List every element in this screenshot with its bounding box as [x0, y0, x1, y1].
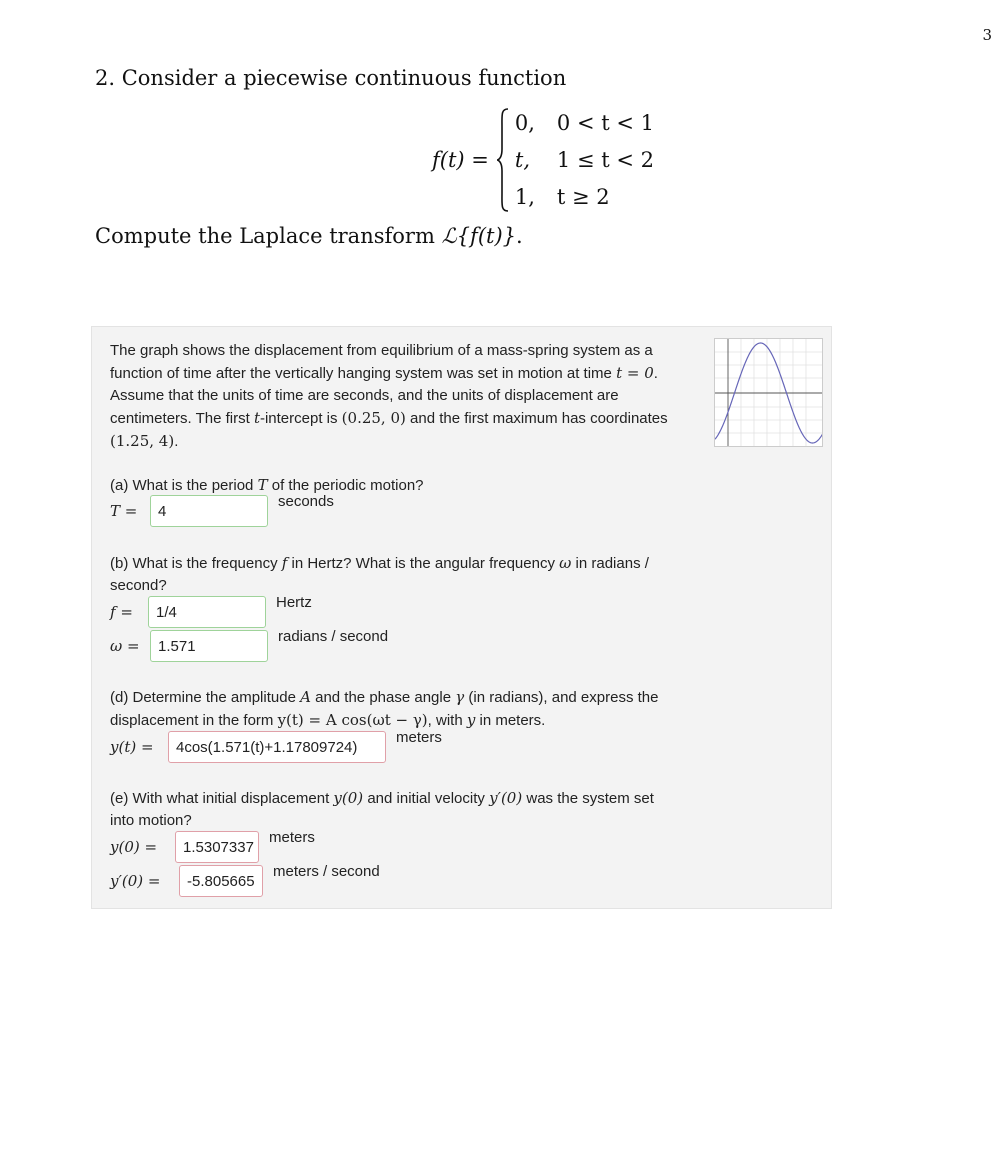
frequency-unit: Hertz [276, 594, 312, 611]
case-value: 1, [514, 185, 535, 209]
period-row [110, 495, 334, 527]
frequency-label: f = [110, 603, 133, 621]
angular-frequency-input[interactable]: 1.571 [150, 630, 268, 662]
part-b-question: (b) What is the frequency f in Hertz? What is the angular frequency ω in radians / second? [110, 554, 649, 594]
cases-table [515, 105, 654, 216]
angular-frequency-row [110, 630, 388, 662]
question-math: ℒ{f(t)} [441, 224, 517, 248]
laplace-question [95, 224, 523, 248]
page-number: 3 [982, 26, 992, 44]
angular-frequency-label: ω = [110, 637, 140, 655]
initial-velocity-row [110, 865, 380, 897]
period-unit: seconds [278, 493, 334, 510]
displacement-input[interactable]: 4cos(1.571(t)+1.17809724) [168, 731, 386, 763]
case-row [515, 142, 654, 179]
exercise-panel [91, 326, 832, 909]
question-text: Compute the Laplace transform [95, 224, 442, 248]
case-condition: t ≥ 2 [556, 185, 610, 209]
period-label: T = [110, 502, 138, 520]
displacement-graph [714, 338, 823, 447]
case-value: t, [514, 148, 530, 172]
initial-displacement-row [110, 831, 315, 863]
case-value: 0, [514, 111, 535, 135]
frequency-row [110, 596, 312, 628]
initial-velocity-input[interactable]: -5.805665 [179, 865, 263, 897]
case-row [515, 105, 654, 142]
left-brace [497, 107, 509, 213]
case-condition: 1 ≤ t < 2 [556, 148, 654, 172]
frequency-input[interactable]: 1/4 [148, 596, 266, 628]
period-input[interactable]: 4 [150, 495, 268, 527]
angular-frequency-unit: radians / second [278, 628, 389, 645]
part-d-question: (d) Determine the amplitude A and the phase angle γ (in radians), and express the displacement in the form y(t) = A cos(ωt − γ), with y in meters. [110, 688, 659, 729]
displacement-unit: meters [396, 729, 442, 746]
function-lhs: f(t) = [432, 148, 489, 172]
piecewise-function [432, 104, 654, 216]
initial-velocity-label: y′(0) = [110, 872, 161, 890]
part-e-question: (e) With what initial displacement y(0) and initial velocity y′(0) was the system set into motion? [110, 789, 654, 829]
initial-displacement-input[interactable]: 1.5307337 [175, 831, 259, 863]
displacement-label: y(t) = [110, 738, 154, 756]
case-condition: 0 < t < 1 [556, 111, 654, 135]
question-end: . [516, 224, 523, 248]
initial-displacement-label: y(0) = [110, 838, 158, 856]
initial-velocity-unit: meters / second [273, 863, 380, 880]
problem-intro: 2. Consider a piecewise continuous function [95, 66, 567, 90]
initial-displacement-unit: meters [269, 829, 315, 846]
exercise-intro: The graph shows the displacement from equilibrium of a mass-spring system as a function of time after the vertically hanging system was set in motion at time t = 0. Assume that the units of time are seconds, and the units of displacement are centimeters. The first t-intercept is (0.25, 0) and the first maximum has coordinates (1.25, 4). [110, 342, 668, 450]
part-a-question: (a) What is the period T of the periodic motion? [110, 476, 424, 494]
displacement-row [110, 731, 442, 763]
case-row [515, 179, 654, 216]
